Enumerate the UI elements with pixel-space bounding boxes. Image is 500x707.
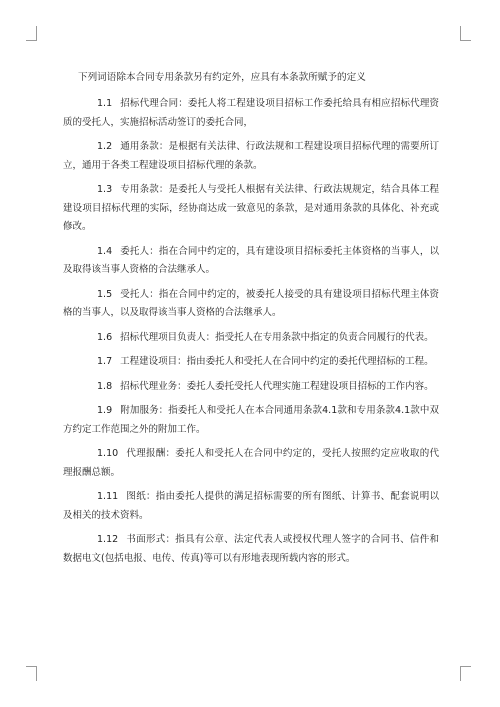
clause-1-4 (63, 243, 439, 280)
clause-text: 专用条款：是委托人与受托人根据有关法律、行政法规规定，结合具体工程建设项目招标代理的实际，经协商达成一致意见的条款，是对通用条款的具体化、补充或修改。 (63, 184, 439, 232)
clause-number: 1.3 (97, 184, 113, 195)
clause-number: 1.5 (97, 288, 113, 300)
clause-text: 附加服务：指委托人和受托人在本合同通用条款4.1款和专用条款4.1款中双方约定工作范围之外的附加工作。 (63, 405, 439, 435)
clause-1-10 (63, 445, 439, 482)
clause-text: 招标代理合同：委托人将工程建设项目招标工作委托给具有相应招标代理资质的受托人，实施招标活动签订的委托合同， (63, 98, 439, 128)
crop-mark-top-left (26, 26, 37, 41)
crop-mark-bottom-left (26, 666, 37, 681)
clause-text: 工程建设项目：指由委托人和受托人在合同中约定的委托代理招标的工程。 (120, 356, 434, 367)
crop-mark-bottom-right (460, 666, 471, 681)
clause-number: 1.12 (97, 534, 119, 545)
clause-number: 1.6 (97, 331, 113, 343)
clause-text: 委托人：指在合同中约定的，具有建设项目招标委托主体资格的当事人，以及取得该当事人资格的合法继承人。 (63, 245, 439, 275)
clause-1-7 (63, 353, 439, 372)
clause-text: 书面形式：指具有公章、法定代表人或授权代理人签字的合同书、信件和数据电文(包括电报、电传、传真)等可以有形地表现所载内容的形式。 (63, 534, 439, 564)
clause-number: 1.7 (97, 356, 113, 367)
clause-number: 1.1 (97, 98, 113, 109)
intro-paragraph: 下列词语除本合同专用条款另有约定外，应具有本条款所赋予的定义 (78, 72, 366, 83)
clause-number: 1.2 (97, 141, 113, 152)
clause-1-1 (63, 95, 439, 132)
clause-number: 1.8 (97, 380, 113, 392)
clause-1-12 (63, 531, 439, 568)
clause-text: 受托人：指在合同中约定的，被委托人接受的具有建设项目招标代理主体资格的当事人，以及取得该当事人资格的合法继承人。 (63, 288, 439, 318)
crop-mark-top-right (460, 26, 471, 41)
clause-number: 1.10 (97, 448, 119, 459)
clause-1-6 (63, 329, 439, 348)
clause-text: 图纸：指由委托人提供的满足招标需要的所有图纸、计算书、配套说明以及相关的技术资料。 (63, 491, 439, 521)
clause-text: 代理报酬：委托人和受托人在合同中约定的，受托人按照约定应收取的代理报酬总额。 (63, 448, 439, 478)
clause-text: 招标代理业务：委托人委托受托人代理实施工程建设项目招标的工作内容。 (120, 380, 434, 392)
clause-1-2 (63, 138, 439, 175)
clause-1-8 (63, 378, 439, 397)
clause-1-9 (63, 402, 439, 439)
document-body (63, 69, 439, 574)
clause-text: 通用条款：是根据有关法律、行政法规和工程建设项目招标代理的需要所订立，通用于各类工程建设项目招标代理的条款。 (63, 141, 439, 171)
clause-1-11 (63, 488, 439, 525)
clause-number: 1.11 (97, 491, 119, 502)
clause-number: 1.9 (97, 405, 113, 416)
clause-text: 招标代理项目负责人：指受托人在专用条款中指定的负责合同履行的代表。 (120, 331, 434, 343)
clause-1-3 (63, 181, 439, 237)
clause-number: 1.4 (97, 245, 113, 257)
clause-1-5 (63, 286, 439, 323)
